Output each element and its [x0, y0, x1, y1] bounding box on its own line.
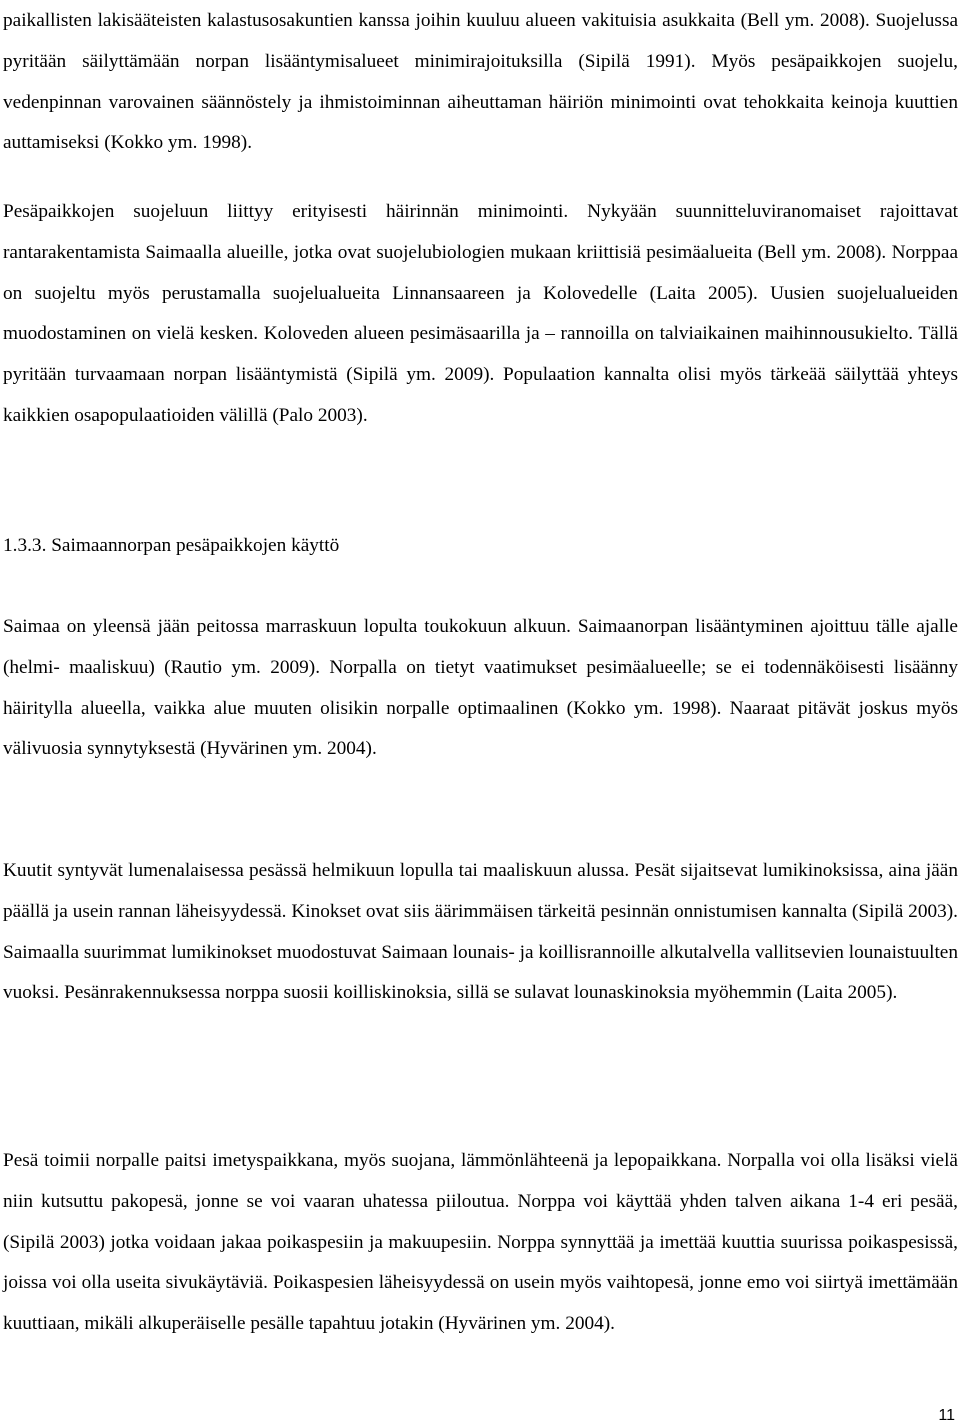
paragraph-pup-birth: Kuutit syntyvät lumenalaisessa pesässä helmikuun lopulla tai maaliskuun alussa. Pesät sijaitsevat lumikinoksissa, aina jään päällä ja usein rannan läheisyydessä. Kinokset ovat siis äärimmäisen tärkeitä pesinnän onnistumisen kannalta (Sipilä 2003). Saimaalla suurimmat lumikinokset muodostuvat Saimaan lounais- ja koillisrannoille alkutalvella vallitsevien lounaistuulten vuoksi. Pesänrakennuksessa norppa suosii koilliskinoksia, sillä se sulavat lounaskinoksia myöhemmin (Laita 2005). [3, 860, 958, 1004]
paragraph-nest-function: Pesä toimii norpalle paitsi imetyspaikkana, myös suojana, lämmönlähteenä ja lepopaikkana. Norpalla voi olla lisäksi vielä niin kutsuttu pakopesä, jonne se voi vaaran uhatessa piiloutua. Norppa voi käyttää yhden talven aikana 1-4 eri pesää, (Sipilä 2003) jotka voidaan jakaa poikaspesiin ja makuupesiin. Norppa synnyttää ja imettää kuuttia suurissa poikaspesissä, joissa voi olla useita sivukäytäviä. Poikaspesien läheisyydessä on usein myös vaihtopesä, jonne emo voi siirtyä imettämään kuuttiaan, mikäli alkuperäiselle pesälle tapahtuu jotakin (Hyvärinen ym. 2004). [3, 1150, 958, 1335]
paragraph-disturbance-minimization: Pesäpaikkojen suojeluun liittyy erityisesti häirinnän minimointi. Nykyään suunnitteluviranomaiset rajoittavat rantarakentamista Saimaalla alueille, jotka ovat suojelubiologien mukaan kriittisiä pesimäalueita (Bell ym. 2008). Norppaa on suojeltu myös perustamalla suojelualueita Linnansaareen ja Kolovedelle (Laita 2005). Uusien suojelualueiden muodostaminen on vielä kesken. Koloveden alueen pesimäsaarilla ja – rannoilla on talviaikainen maihinnousukielto. Tällä pyritään turvaamaan norpan lisääntymistä (Sipilä ym. 2009). Populaation kannalta olisi myös tärkeää säilyttää yhteys kaikkien osapopulaatioiden välillä (Palo 2003). [3, 201, 958, 426]
paragraph-breeding-season: Saimaa on yleensä jään peitossa marraskuun lopulta toukokuun alkuun. Saimaanorpan lisääntyminen ajoittuu tälle ajalle (helmi- maaliskuu) (Rautio ym. 2009). Norpalla on tietyt vaatimukset pesimäalueelle; se ei todennäköisesti lisäänny häiritylla alueella, vaikka alue muuten olisikin norpalle optimaalinen (Kokko ym. 1998). Naaraat pitävät joskus myös välivuosia synnytyksestä (Hyvärinen ym. 2004). [3, 616, 958, 760]
paragraph-protection-measures: paikallisten lakisääteisten kalastusosakuntien kanssa joihin kuuluu alueen vakituisia asukkaita (Bell ym. 2008). Suojelussa pyritään säilyttämään norpan lisääntymisalueet minimirajoituksilla (Sipilä 1991). Myös pesäpaikkojen suojelu, vedenpinnan varovainen säännöstely ja ihmistoiminnan aiheuttaman häiriön minimointi ovat tehokkaita keinoja kuuttien auttamiseksi (Kokko ym. 1998). [3, 10, 958, 154]
section-heading: 1.3.3. Saimaannorpan pesäpaikkojen käyttö [3, 535, 340, 556]
page-number: 11 [938, 1407, 955, 1424]
